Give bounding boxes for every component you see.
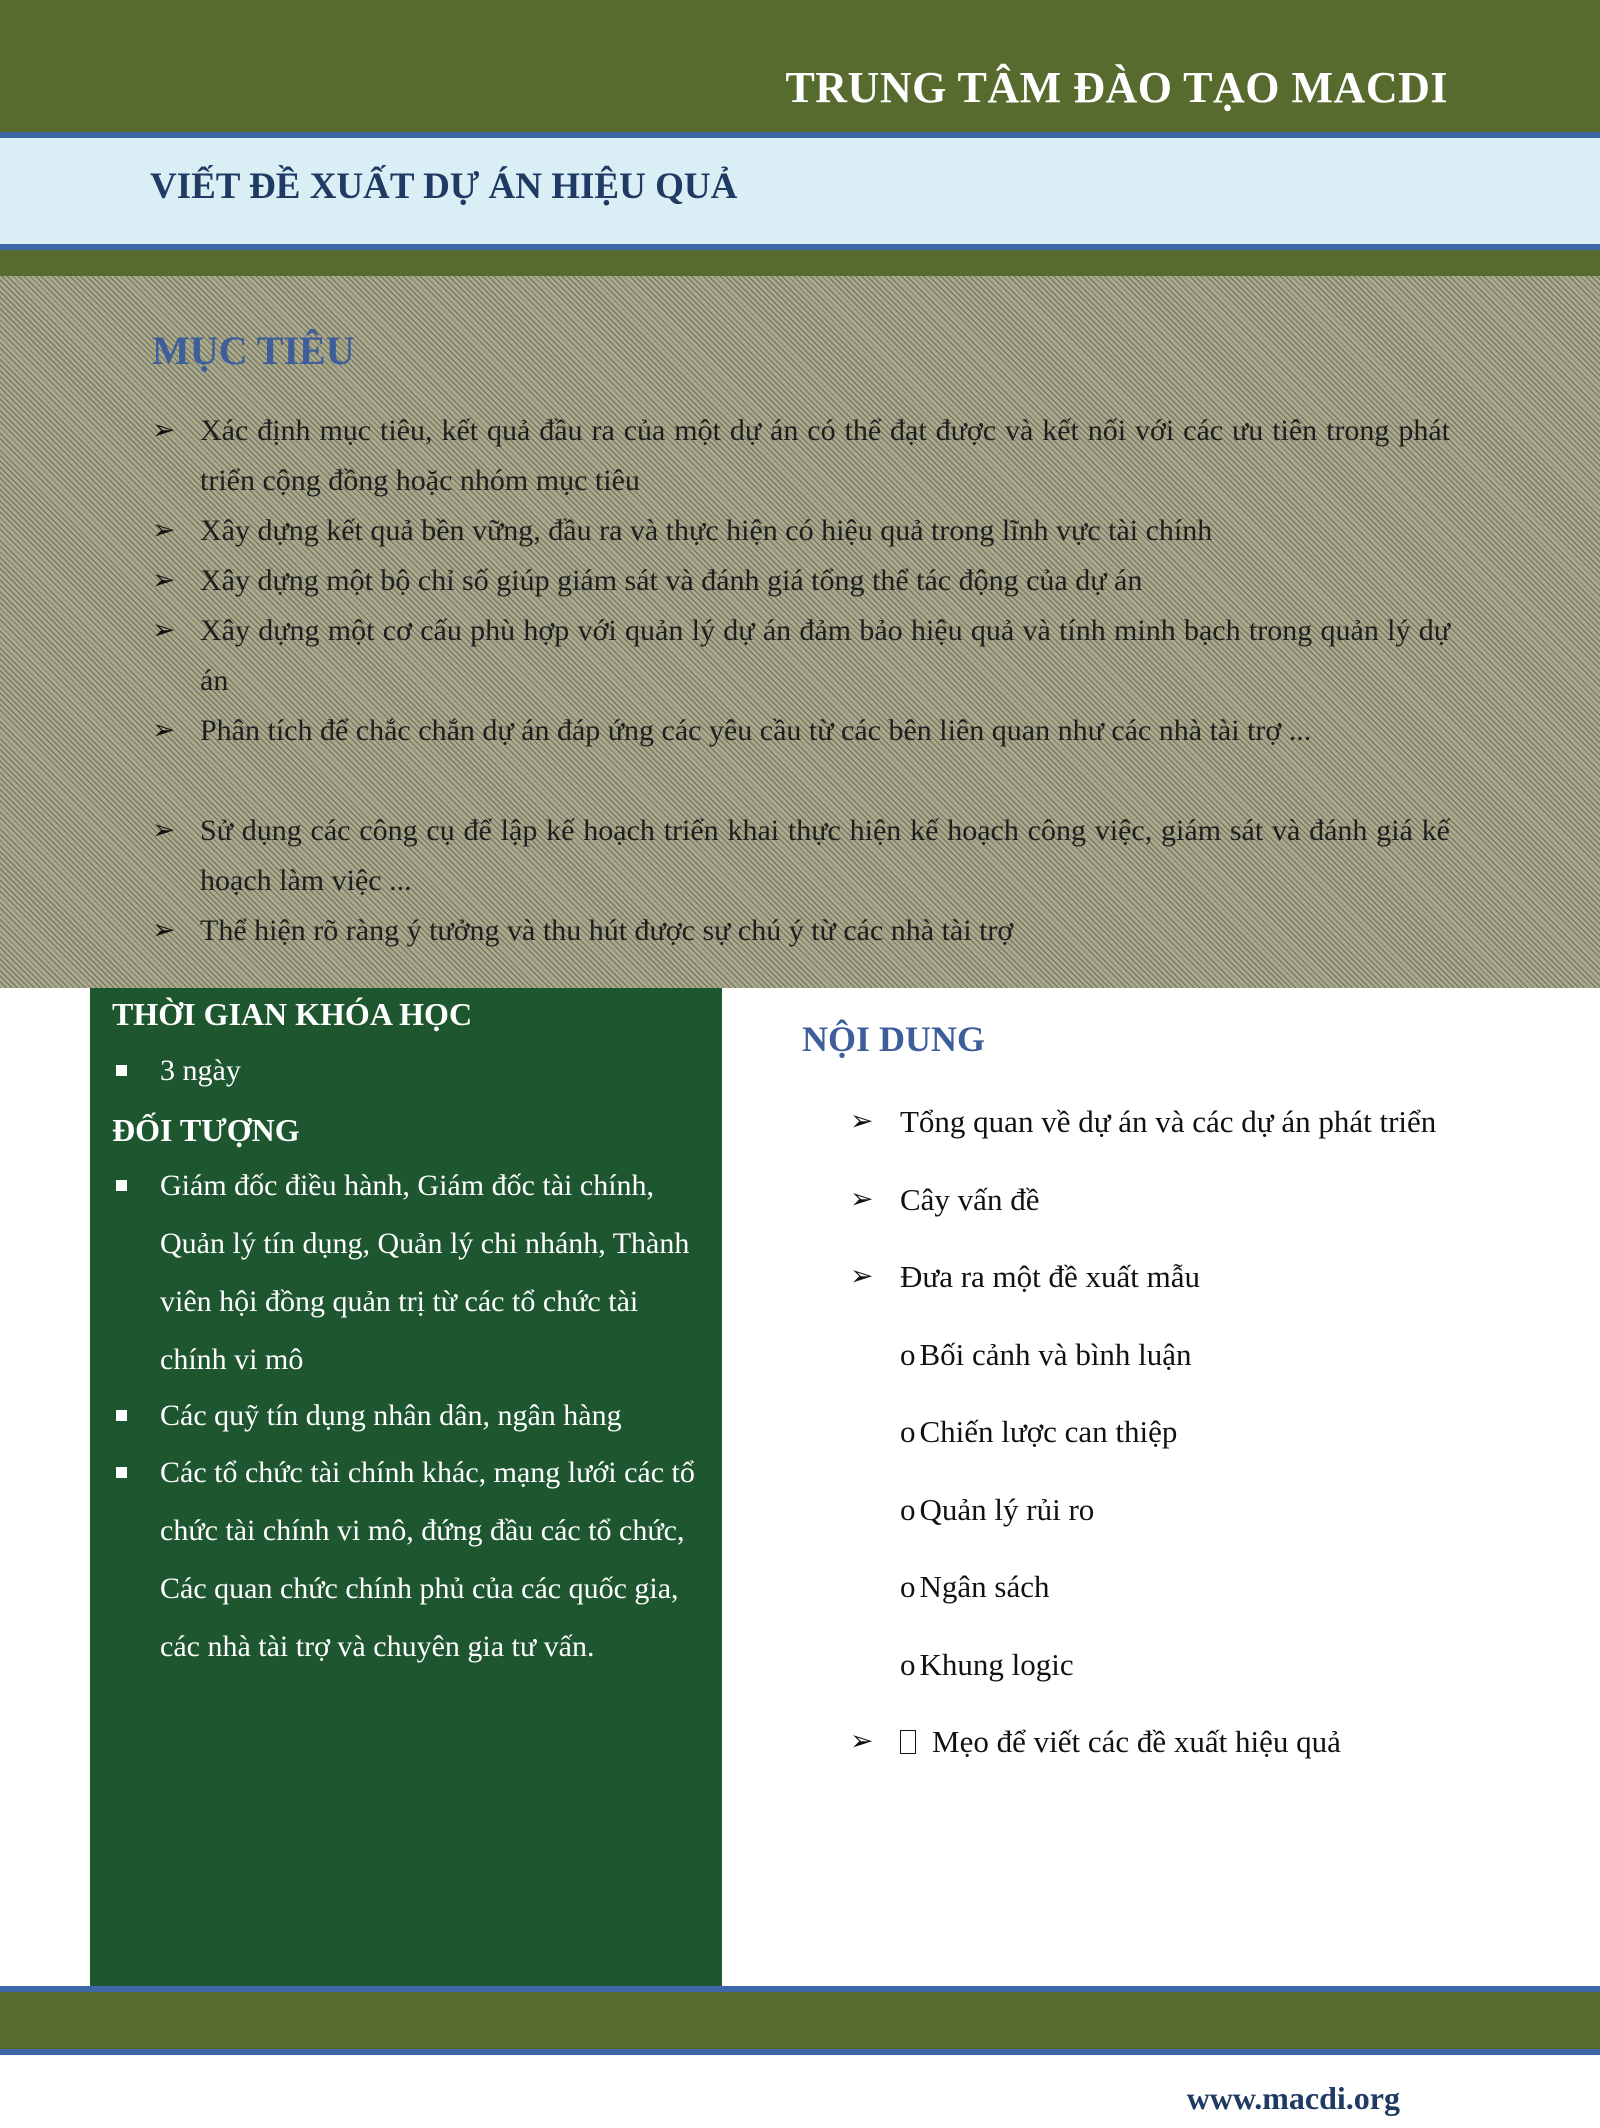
square-bullet-icon: [116, 1180, 127, 1191]
circle-bullet-icon: o: [900, 1492, 916, 1527]
objective-text: Xây dựng kết quả bền vững, đầu ra và thực hiện có hiệu quả trong lĩnh vực tài chính: [200, 514, 1213, 547]
arrow-bullet-icon: ➢: [152, 715, 176, 746]
objective-item: [152, 506, 1450, 556]
arrow-bullet-icon: ➢: [152, 615, 176, 646]
objective-text: Xác định mục tiêu, kết quả đầu ra của một dự án có thể đạt được và kết nối với các ưu tiên trong phát triển cộng đồng hoặc nhóm mục tiêu: [200, 414, 1450, 497]
content-heading: NỘI DUNG: [802, 1019, 986, 1059]
missing-glyph-box-icon: [900, 1730, 916, 1754]
content-sub-item: o Khung logic: [900, 1647, 1074, 1682]
circle-bullet-icon: o: [900, 1414, 916, 1449]
objective-item: [152, 606, 1450, 706]
arrow-bullet-icon: ➢: [850, 1726, 874, 1757]
audience-item: Giám đốc điều hành, Giám đốc tài chính, Quản lý tín dụng, Quản lý chi nhánh, Thành viên hội đồng quản trị từ các tổ chức tài chính vi mô: [160, 1157, 700, 1389]
objective-item: [152, 556, 1450, 606]
objective-text: Xây dựng một cơ cấu phù hợp với quản lý dự án đảm bảo hiệu quả và tính minh bạch trong quản lý dự án: [200, 614, 1450, 697]
square-bullet-icon: [116, 1410, 127, 1421]
objective-item: [152, 706, 1450, 756]
duration-item: 3 ngày: [160, 1042, 700, 1100]
circle-bullet-icon: o: [900, 1337, 916, 1372]
arrow-bullet-icon: ➢: [850, 1106, 874, 1137]
objective-item: [152, 406, 1450, 506]
objective-text: Xây dựng một bộ chỉ số giúp giám sát và đánh giá tổng thể tác động của dự án: [200, 564, 1143, 597]
content-sub-item: o Bối cảnh và bình luận: [900, 1337, 1192, 1372]
objective-item: [152, 806, 1450, 906]
arrow-bullet-icon: ➢: [152, 915, 176, 946]
content-sub-item: o Ngân sách: [900, 1569, 1050, 1604]
objective-text: Phân tích để chắc chắn dự án đáp ứng các yêu cầu từ các bên liên quan như các nhà tài trợ ...: [200, 714, 1312, 747]
content-item: Mẹo để viết các đề xuất hiệu quả: [900, 1722, 1341, 1762]
circle-bullet-icon: o: [900, 1569, 916, 1604]
objective-text: Thể hiện rõ ràng ý tưởng và thu hút được sự chú ý từ các nhà tài trợ: [200, 914, 1014, 947]
objective-text: Sử dụng các công cụ để lập kế hoạch triển khai thực hiện kế hoạch công việc, giám sát và đánh giá kế hoạch làm việc ...: [200, 814, 1450, 897]
duration-heading: THỜI GIAN KHÓA HỌC: [112, 996, 473, 1032]
objectives-heading: MỤC TIÊU: [152, 328, 355, 373]
audience-item: Các tổ chức tài chính khác, mạng lưới các tổ chức tài chính vi mô, đứng đầu các tổ chức, Các quan chức chính phủ của các quốc gia, các nhà tài trợ và chuyên gia tư vấn.: [160, 1444, 700, 1676]
audience-heading: ĐỐI TƯỢNG: [112, 1112, 300, 1148]
content-item: Tổng quan về dự án và các dự án phát triển: [900, 1104, 1437, 1139]
center-name: TRUNG TÂM ĐÀO TẠO MACDI: [785, 63, 1448, 112]
course-title: VIẾT ĐỀ XUẤT DỰ ÁN HIỆU QUẢ: [150, 166, 738, 207]
arrow-bullet-icon: ➢: [850, 1261, 874, 1292]
audience-item: Các quỹ tín dụng nhân dân, ngân hàng: [160, 1387, 700, 1445]
footer-band: [0, 1992, 1600, 2049]
square-bullet-icon: [116, 1467, 127, 1478]
content-item: Cây vấn đề: [900, 1182, 1040, 1217]
content-sub-item: o Chiến lược can thiệp: [900, 1414, 1178, 1449]
arrow-bullet-icon: ➢: [152, 565, 176, 596]
divider-band: [0, 250, 1600, 276]
website-link[interactable]: www.macdi.org: [1186, 2080, 1400, 2116]
content-item: Đưa ra một đề xuất mẫu: [900, 1259, 1201, 1294]
objective-item: [152, 906, 1450, 956]
arrow-bullet-icon: ➢: [152, 515, 176, 546]
circle-bullet-icon: o: [900, 1647, 916, 1682]
arrow-bullet-icon: ➢: [850, 1184, 874, 1215]
square-bullet-icon: [116, 1065, 127, 1076]
content-sub-item: o Quản lý rủi ro: [900, 1492, 1095, 1527]
arrow-bullet-icon: ➢: [152, 415, 176, 446]
divider-line: [0, 2049, 1600, 2055]
arrow-bullet-icon: ➢: [152, 815, 176, 846]
